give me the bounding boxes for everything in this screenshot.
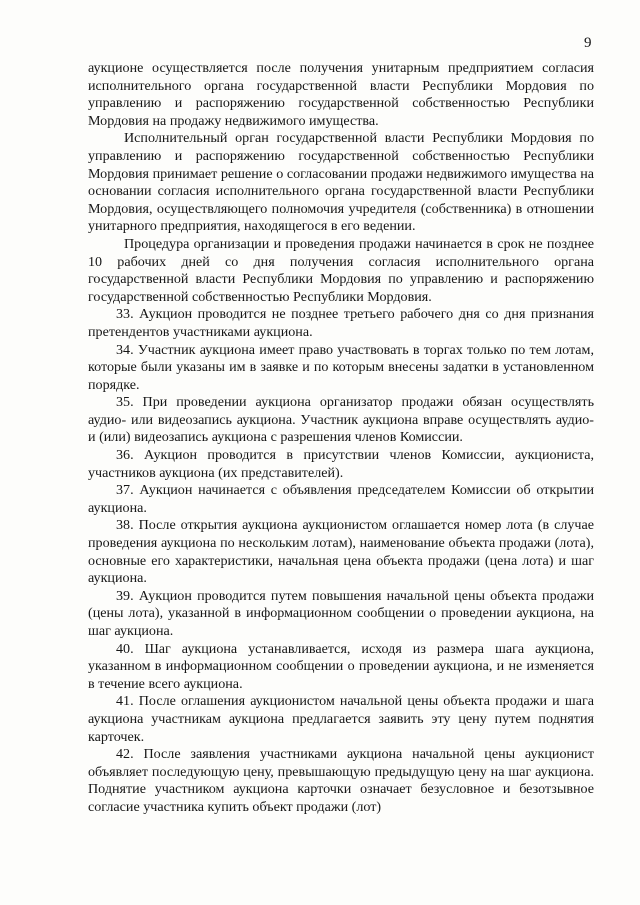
paragraph-item-41: 41. После оглашения аукционистом начальной цены объекта продажи и шага аукциона участникам аукциона предлагается заявить эту цену путем поднятия карточек. <box>88 693 594 745</box>
paragraph-item-36: 36. Аукцион проводится в присутствии членов Комиссии, аукциониста, участников аукциона (их представителей). <box>88 447 594 481</box>
paragraph-item-42: 42. После заявления участниками аукциона начальной цены аукционист объявляет последующую цену, превышающую предыдущую цену на шаг аукциона. Поднятие участником аукциона карточки означает безусловное и безотзывное согласие участника купить объект продажи (лот) <box>88 746 594 815</box>
paragraph-item-37: 37. Аукцион начинается с объявления председателем Комиссии об открытии аукциона. <box>88 482 594 516</box>
paragraph-item-34: 34. Участник аукциона имеет право участвовать в торгах только по тем лотам, которые были указаны им в заявке и по которым внесены задатки в установленном порядке. <box>88 341 594 393</box>
document-body <box>88 60 594 817</box>
paragraph: Процедура организации и проведения продажи начинается в срок не позднее 10 рабочих дней со дня получения согласия исполнительного органа государственной власти Республики Мордовия по управлению и распоряжению государственной собственностью Республики Мордовия. <box>88 235 594 305</box>
paragraph-item-38: 38. После открытия аукциона аукционистом оглашается номер лота (в случае проведения аукциона по нескольким лотам), наименование объекта продажи (лота), основные его характеристики, начальная цена объекта продажи (цена лота) и шаг аукциона. <box>88 517 594 587</box>
paragraph-item-40: 40. Шаг аукциона устанавливается, исходя из размера шага аукциона, указанном в информационном сообщении о проведении аукциона, и не изменяется в течение всего аукциона. <box>88 640 594 692</box>
page-number: 9 <box>584 35 592 51</box>
paragraph-continuation: аукционе осуществляется после получения унитарным предприятием согласия исполнительного органа государственной власти Республики Мордовия по управлению и распоряжению государственной собственностью Республики Мордовия на продажу недвижимого имущества. <box>88 60 594 129</box>
paragraph: Исполнительный орган государственной власти Республики Мордовия по управлению и распоряжению государственной собственностью Республики Мордовия принимает решение о согласовании продажи недвижимого имущества на основании согласия исполнительного органа государственной власти Республики Мордовия, осуществляющего полномочия учредителя (собственника) в отношении унитарного предприятия, находящегося в его ведении. <box>88 130 594 235</box>
paragraph-item-33: 33. Аукцион проводится не позднее третьего рабочего дня со дня признания претендентов участниками аукциона. <box>88 306 594 340</box>
paragraph-item-35: 35. При проведении аукциона организатор продажи обязан осуществлять аудио- или видеозапись аукциона. Участник аукциона вправе осуществлять аудио- и (или) видеозапись аукциона с разрешения членов Комиссии. <box>88 394 594 446</box>
paragraph-item-39: 39. Аукцион проводится путем повышения начальной цены объекта продажи (цены лота), указанной в информационном сообщении о проведении аукциона, на шаг аукциона. <box>88 587 594 639</box>
